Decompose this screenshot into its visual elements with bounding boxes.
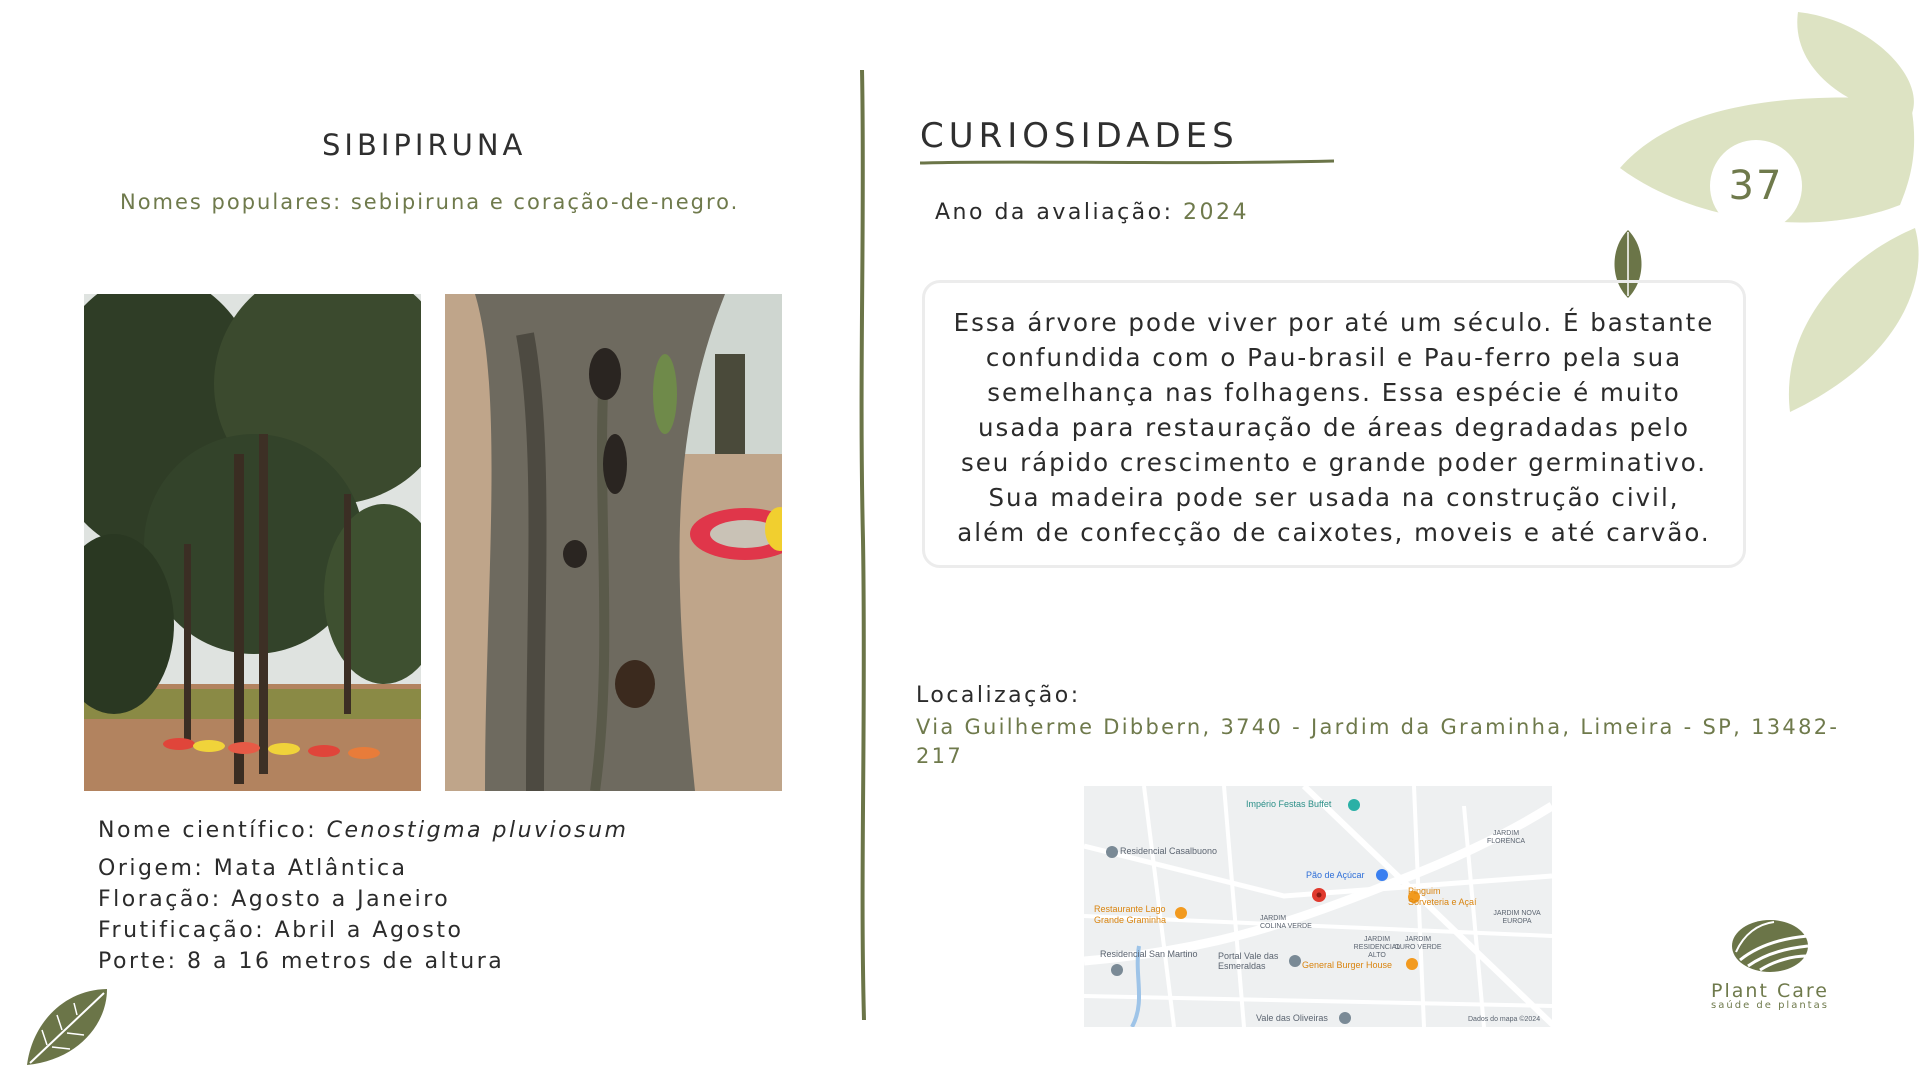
popular-names: Nomes populares: sebipiruna e coração-de-negro. [120, 190, 740, 214]
curiosities-card [922, 280, 1746, 568]
map-label-portal: Portal Vale das Esmeraldas [1218, 951, 1279, 971]
year-label: Ano da avaliação: [935, 200, 1184, 225]
curiosities-line: Essa árvore pode viver por até um século. É bastante [953, 308, 1715, 337]
year-value: 2024 [1183, 200, 1250, 225]
map-label-residencial-alto: JARDIM RESIDENCIAL ALTO [1353, 936, 1401, 959]
flowering: Floração: Agosto a Janeiro [98, 887, 451, 912]
location-address: Via Guilherme Dibbern, 3740 - Jardim da Graminha, Limeira - SP, 13482-217 [916, 715, 1840, 768]
map-label-nova-europa: JARDIM NOVA EUROPA [1493, 910, 1541, 925]
map-label-florenca: JARDIM FLORENCA [1486, 830, 1526, 845]
map-label-colina: JARDIM COLINA VERDE [1260, 915, 1312, 930]
leaf-icon [22, 985, 112, 1070]
curiosities-line: Sua madeira pode ser usada na construção civil, [988, 483, 1680, 512]
curiosities-title: CURIOSIDADES [920, 116, 1239, 156]
curiosities-line: além de confecção de caixotes, moveis e até carvão. [957, 518, 1711, 547]
map-label-ouro-verde: JARDIM OURO VERDE [1394, 936, 1442, 951]
scientific-name: Cenostigma pluviosum [326, 818, 629, 843]
map-label-casalbuono: Residencial Casalbuono [1120, 846, 1218, 856]
location-map[interactable] [1084, 786, 1552, 1027]
fruiting: Frutificação: Abril a Agosto [98, 918, 464, 943]
brand-logo [1700, 916, 1840, 1011]
map-label-san-martino: Residencial San Martino [1100, 949, 1198, 959]
origin: Origem: Mata Atlântica [98, 856, 408, 881]
page-number: 37 [1710, 140, 1802, 232]
scientific-label: Nome científico: [98, 818, 327, 843]
evaluation-year [935, 200, 1249, 225]
map-label-vale-oliveiras: Vale das Oliveiras [1256, 1013, 1328, 1023]
location-label: Localização: [916, 683, 1081, 708]
curiosities-line: usada para restauração de áreas degradadas pelo [978, 413, 1690, 442]
map-label-general-burger: General Burger House [1302, 960, 1393, 970]
curiosities-line: semelhança nas folhagens. Essa espécie é muito [987, 378, 1681, 407]
curiosities-line: seu rápido crescimento e grande poder germinativo. [960, 448, 1708, 477]
trunk-photo [445, 294, 782, 791]
species-title: SIBIPIRUNA [322, 128, 527, 162]
map-label-imperio: Império Festas Buffet [1246, 799, 1332, 809]
map-label-pinguim-sub: Sorveteria e Açaí [1408, 897, 1477, 907]
scientific-name-line [98, 815, 628, 846]
map-credit: Dados do mapa ©2024 [1468, 1016, 1541, 1023]
title-underline [920, 158, 1340, 168]
map-label-restaurante-sub: Grande Graminha [1094, 915, 1167, 925]
size: Porte: 8 a 16 metros de altura [98, 949, 505, 974]
map-label-pao: Pão de Açúcar [1306, 870, 1365, 880]
curiosities-line: confundida com o Pau-brasil e Pau-ferro pela sua [985, 343, 1683, 372]
brand-tagline: saúde de plantas [1711, 1000, 1829, 1011]
brand-name: Plant Care [1711, 980, 1829, 1002]
curiosities-text [935, 305, 1733, 550]
plant-care-logo-icon [1730, 916, 1810, 976]
tree-photo [84, 294, 421, 791]
map-label-pinguim: Pinguim [1408, 886, 1441, 896]
map-label-restaurante: Restaurante Lago [1094, 904, 1166, 914]
vertical-divider [856, 70, 870, 1020]
